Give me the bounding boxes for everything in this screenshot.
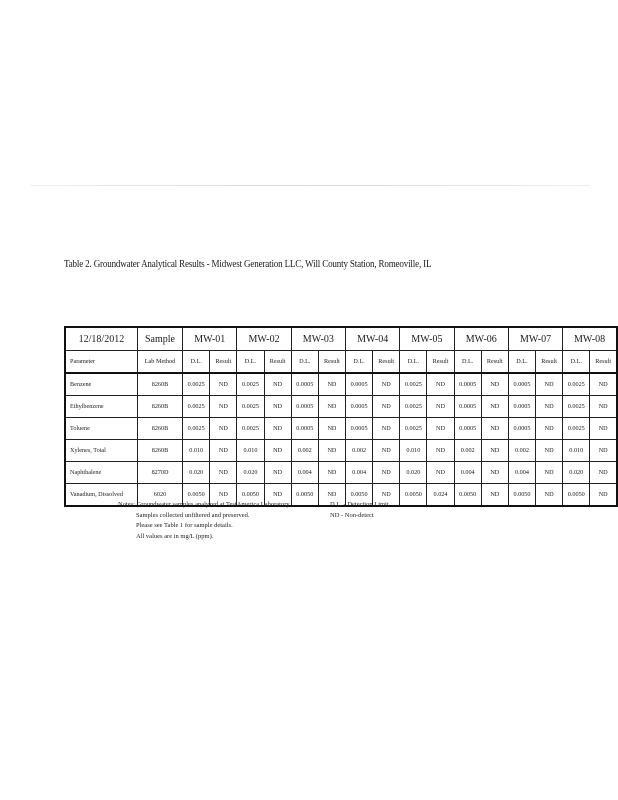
lab-method-cell: 8260B xyxy=(137,396,182,418)
detection-limit-cell: 0.020 xyxy=(183,462,210,484)
well-header: MW-02 xyxy=(237,327,291,351)
detection-limit-cell: 0.002 xyxy=(291,440,318,462)
table-title: Table 2. Groundwater Analytical Results - Midwest Generation LLC, Will County Station, Romeoville, IL xyxy=(64,258,432,270)
result-cell: ND xyxy=(536,396,563,418)
detection-limit-cell: 0.002 xyxy=(508,440,535,462)
table-row xyxy=(65,373,617,396)
parameter-cell: Benzene xyxy=(65,373,137,396)
result-cell: ND xyxy=(373,440,400,462)
parameter-cell: Xylenes, Total xyxy=(65,440,137,462)
result-column-header: Result xyxy=(264,351,291,374)
detection-limit-cell: 0.0005 xyxy=(454,373,481,396)
result-cell: ND xyxy=(590,373,617,396)
result-cell: ND xyxy=(264,462,291,484)
detection-limit-column-header: D.L. xyxy=(563,351,590,374)
detection-limit-cell: 0.0005 xyxy=(454,418,481,440)
detection-limit-cell: 0.0005 xyxy=(508,396,535,418)
table-row xyxy=(65,462,617,484)
lab-method-cell: 8260B xyxy=(137,440,182,462)
result-cell: ND xyxy=(481,484,508,507)
result-cell: ND xyxy=(536,418,563,440)
result-cell: ND xyxy=(210,484,237,507)
results-table xyxy=(64,326,618,507)
detection-limit-cell: 0.0050 xyxy=(346,484,373,507)
result-cell: ND xyxy=(481,462,508,484)
detection-limit-cell: 0.0050 xyxy=(454,484,481,507)
result-cell: ND xyxy=(481,440,508,462)
detection-limit-cell: 0.0050 xyxy=(237,484,264,507)
well-header: MW-05 xyxy=(400,327,454,351)
note-line: Samples collected unfiltered and preserved. xyxy=(136,511,250,519)
parameter-cell: Ethylbenzene xyxy=(65,396,137,418)
table-row xyxy=(65,418,617,440)
detection-limit-cell: 0.0005 xyxy=(454,396,481,418)
detection-limit-column-header: D.L. xyxy=(183,351,210,374)
result-cell: ND xyxy=(373,418,400,440)
detection-limit-cell: 0.0025 xyxy=(400,396,427,418)
detection-limit-column-header: D.L. xyxy=(454,351,481,374)
lab-method-cell: 8270D xyxy=(137,462,182,484)
detection-limit-column-header: D.L. xyxy=(346,351,373,374)
detection-limit-cell: 0.0025 xyxy=(563,418,590,440)
result-cell: ND xyxy=(373,462,400,484)
detection-limit-cell: 0.004 xyxy=(508,462,535,484)
result-cell: ND xyxy=(427,440,454,462)
parameter-cell: Vanadium, Dissolved xyxy=(65,484,137,507)
detection-limit-cell: 0.0005 xyxy=(346,373,373,396)
note-line: Notes: Groundwater samples analyzed at TestAmerica Laboratory. xyxy=(118,501,291,508)
detection-limit-cell: 0.004 xyxy=(454,462,481,484)
result-cell: ND xyxy=(481,373,508,396)
parameter-column-header: Parameter xyxy=(65,351,137,374)
result-cell: ND xyxy=(264,440,291,462)
result-cell: ND xyxy=(536,373,563,396)
detection-limit-cell: 0.0025 xyxy=(563,396,590,418)
result-cell: ND xyxy=(318,396,345,418)
abbreviations-block xyxy=(330,500,389,521)
abbrev-line: ND - Non-detect xyxy=(330,511,374,519)
lab-method-cell: 8260B xyxy=(137,373,182,396)
detection-limit-cell: 0.004 xyxy=(346,462,373,484)
result-cell: ND xyxy=(264,373,291,396)
result-cell: ND xyxy=(318,440,345,462)
well-header: MW-04 xyxy=(346,327,400,351)
result-column-header: Result xyxy=(536,351,563,374)
sampling-date-header: 12/18/2012 xyxy=(65,327,137,351)
result-cell: ND xyxy=(318,373,345,396)
detection-limit-cell: 0.0005 xyxy=(508,418,535,440)
detection-limit-cell: 0.020 xyxy=(563,462,590,484)
detection-limit-cell: 0.0050 xyxy=(563,484,590,507)
detection-limit-cell: 0.0050 xyxy=(291,484,318,507)
scan-artifact-line xyxy=(30,185,590,186)
detection-limit-cell: 0.0025 xyxy=(237,373,264,396)
detection-limit-cell: 0.0025 xyxy=(183,418,210,440)
result-cell: ND xyxy=(318,418,345,440)
detection-limit-cell: 0.0005 xyxy=(508,373,535,396)
result-column-header: Result xyxy=(481,351,508,374)
well-header: MW-07 xyxy=(508,327,562,351)
result-cell: ND xyxy=(318,484,345,507)
detection-limit-cell: 0.0005 xyxy=(291,418,318,440)
table-row xyxy=(65,396,617,418)
sample-header: Sample xyxy=(137,327,182,351)
result-cell: ND xyxy=(536,484,563,507)
result-column-header: Result xyxy=(590,351,617,374)
result-cell: ND xyxy=(427,396,454,418)
note-line: Please see Table 1 for sample details. xyxy=(136,522,233,529)
header-row-columns xyxy=(65,351,617,374)
detection-limit-cell: 0.0025 xyxy=(400,418,427,440)
detection-limit-cell: 0.010 xyxy=(237,440,264,462)
result-cell: ND xyxy=(590,462,617,484)
detection-limit-cell: 0.020 xyxy=(400,462,427,484)
result-cell: ND xyxy=(590,440,617,462)
result-cell: ND xyxy=(481,396,508,418)
detection-limit-cell: 0.010 xyxy=(183,440,210,462)
header-row-wells xyxy=(65,327,617,351)
result-column-header: Result xyxy=(373,351,400,374)
result-cell: ND xyxy=(536,462,563,484)
result-cell: ND xyxy=(590,396,617,418)
result-cell: ND xyxy=(536,440,563,462)
detection-limit-cell: 0.002 xyxy=(454,440,481,462)
result-cell: ND xyxy=(264,418,291,440)
well-header: MW-01 xyxy=(183,327,237,351)
result-cell: ND xyxy=(318,462,345,484)
result-cell: ND xyxy=(373,373,400,396)
well-header: MW-06 xyxy=(454,327,508,351)
detection-limit-cell: 0.0050 xyxy=(400,484,427,507)
lab-method-cell: 6020 xyxy=(137,484,182,507)
note-line: All values are in mg/L (ppm). xyxy=(136,532,214,540)
result-cell: ND xyxy=(264,484,291,507)
detection-limit-cell: 0.0025 xyxy=(237,418,264,440)
result-cell: ND xyxy=(210,396,237,418)
detection-limit-cell: 0.0050 xyxy=(508,484,535,507)
detection-limit-cell: 0.020 xyxy=(237,462,264,484)
detection-limit-column-header: D.L. xyxy=(237,351,264,374)
detection-limit-column-header: D.L. xyxy=(400,351,427,374)
detection-limit-cell: 0.010 xyxy=(563,440,590,462)
result-column-header: Result xyxy=(427,351,454,374)
parameter-cell: Naphthalene xyxy=(65,462,137,484)
detection-limit-cell: 0.0050 xyxy=(183,484,210,507)
result-column-header: Result xyxy=(210,351,237,374)
parameter-cell: Toluene xyxy=(65,418,137,440)
detection-limit-cell: 0.0005 xyxy=(346,418,373,440)
result-cell: ND xyxy=(373,484,400,507)
result-cell: ND xyxy=(373,396,400,418)
result-cell: 0.024 xyxy=(427,484,454,507)
detection-limit-cell: 0.004 xyxy=(291,462,318,484)
result-cell: ND xyxy=(210,440,237,462)
result-cell: ND xyxy=(427,418,454,440)
detection-limit-cell: 0.0025 xyxy=(183,396,210,418)
results-table-container xyxy=(64,326,618,507)
detection-limit-cell: 0.002 xyxy=(346,440,373,462)
detection-limit-cell: 0.0025 xyxy=(400,373,427,396)
result-column-header: Result xyxy=(318,351,345,374)
result-cell: ND xyxy=(264,396,291,418)
detection-limit-cell: 0.0005 xyxy=(346,396,373,418)
result-cell: ND xyxy=(210,462,237,484)
detection-limit-cell: 0.0005 xyxy=(291,396,318,418)
result-cell: ND xyxy=(210,373,237,396)
lab-method-cell: 8260B xyxy=(137,418,182,440)
notes-block xyxy=(118,500,291,542)
result-cell: ND xyxy=(590,484,617,507)
table-row xyxy=(65,440,617,462)
result-cell: ND xyxy=(590,418,617,440)
lab-method-column-header: Lab Method xyxy=(137,351,182,374)
result-cell: ND xyxy=(481,418,508,440)
detection-limit-cell: 0.0025 xyxy=(237,396,264,418)
well-header: MW-08 xyxy=(563,327,617,351)
detection-limit-cell: 0.0025 xyxy=(183,373,210,396)
detection-limit-cell: 0.0005 xyxy=(291,373,318,396)
detection-limit-column-header: D.L. xyxy=(291,351,318,374)
result-cell: ND xyxy=(427,462,454,484)
abbrev-line: D.L. - Detection Limit xyxy=(330,501,389,508)
well-header: MW-03 xyxy=(291,327,345,351)
result-cell: ND xyxy=(210,418,237,440)
detection-limit-column-header: D.L. xyxy=(508,351,535,374)
result-cell: ND xyxy=(427,373,454,396)
detection-limit-cell: 0.010 xyxy=(400,440,427,462)
detection-limit-cell: 0.0025 xyxy=(563,373,590,396)
